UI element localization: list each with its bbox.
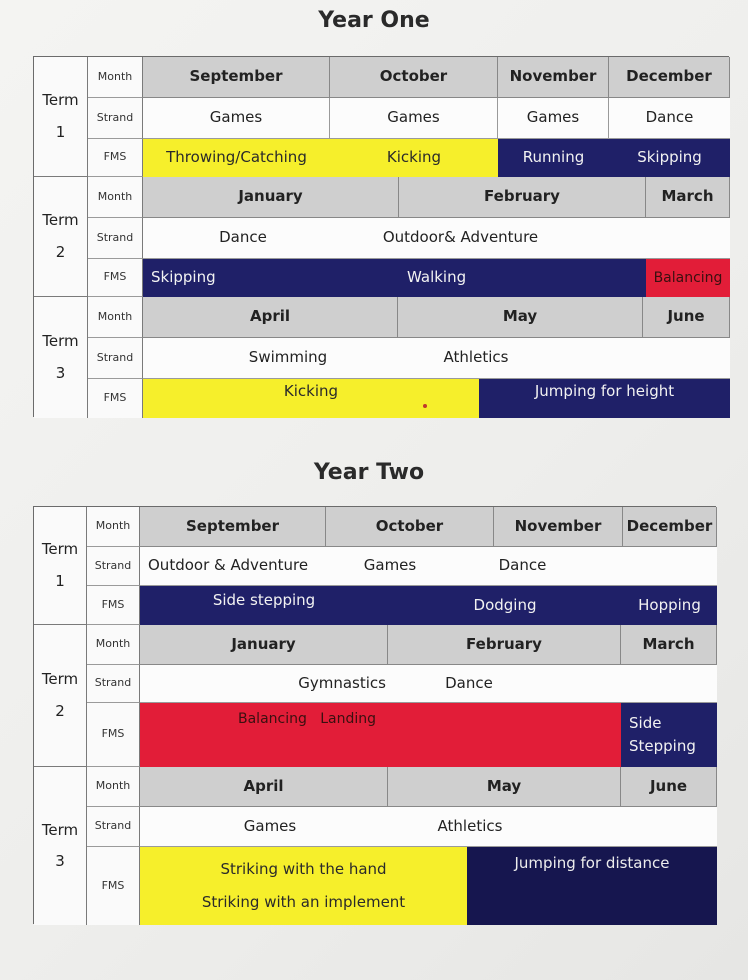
term-label: Term [42,332,79,351]
fms-row-label: FMS [88,139,143,177]
month-cell: October [330,57,498,98]
year-one-title: Year One [318,8,430,33]
month-cell: January [143,177,399,218]
strand-cell: Dance [609,98,730,139]
fms-text-line: Side [629,713,662,732]
fms-cell: Skipping [609,139,730,177]
month-cell: November [494,507,623,547]
strand-cell [519,338,730,379]
month-cell: December [623,507,717,547]
strand-cell: Athletics [433,338,519,379]
month-row-label: Month [87,625,140,665]
fms-cell: Balancing Landing [140,703,621,767]
fms-cell [621,703,717,767]
term-3-header [34,297,88,418]
strand-row-label: Strand [87,807,140,847]
term-label: Term [41,540,79,559]
month-cell: October [326,507,494,547]
strand-cell: Dance [143,218,343,259]
year-two-table [33,506,716,924]
fms-row-label: FMS [88,259,143,297]
year-two-title: Year Two [313,460,425,485]
pen-mark [423,404,427,408]
strand-cell [496,665,717,703]
month-row-label: Month [88,177,143,218]
fms-cell: Dodging [388,586,622,625]
term-number: 3 [55,852,65,870]
fms-text-line: Striking with the hand [220,859,387,878]
term-label: Term [41,670,79,689]
strand-cell: Games [143,98,330,139]
strand-row-label: Strand [87,547,140,586]
month-cell: November [498,57,609,98]
term-3-header [34,767,87,925]
fms-text-line: Striking with an implement [201,892,406,911]
month-cell: April [140,767,388,807]
term-label: Term [42,91,79,110]
fms-row-label: FMS [87,847,140,925]
month-cell: March [646,177,730,218]
month-cell: June [621,767,717,807]
month-cell: June [643,297,730,338]
strand-row-label: Strand [88,98,143,139]
month-cell: April [143,297,398,338]
term-number: 2 [55,242,66,261]
month-cell: January [140,625,388,665]
strand-cell: Gymnastics [140,665,496,703]
month-cell: September [143,57,330,98]
month-cell: May [398,297,643,338]
fms-cell: Throwing/Catching [143,139,330,177]
strand-cell: Games [330,98,498,139]
month-row-label: Month [88,57,143,98]
strand-cell [615,547,717,586]
strand-cell [540,807,717,847]
fms-cell: Kicking [330,139,498,177]
month-cell: September [140,507,326,547]
fms-cell: Jumping for height [479,379,730,418]
strand-cell: Dance [430,547,615,586]
month-cell: February [399,177,646,218]
term-number: 2 [55,701,65,720]
strand-cell: Athletics [400,807,540,847]
strand-cell: Outdoor & Adventure [140,547,350,586]
month-cell: February [388,625,621,665]
term-2-header [34,625,87,767]
fms-cell: Jumping for distance [467,847,717,925]
strand-row-label: Strand [87,665,140,703]
fms-cell [140,847,467,925]
strand-cell: Games [140,807,400,847]
term-1-header [34,507,87,625]
month-cell: December [609,57,730,98]
strand-cell: Games [350,547,430,586]
term-number: 1 [55,122,66,141]
term-2-header [34,177,88,297]
strand-cell: Dance [445,674,493,693]
strand-cell: Swimming [143,338,433,379]
strand-cell: Outdoor& Adventure [343,218,578,259]
fms-cell: Kicking [143,379,479,418]
strand-cell: Games [498,98,609,139]
month-row-label: Month [88,297,143,338]
fms-row-label: FMS [88,379,143,418]
fms-row-label: FMS [87,586,140,625]
fms-cell: Balancing [646,259,730,297]
strand-cell [578,218,730,259]
month-cell: May [388,767,621,807]
fms-cell: Hopping [622,586,717,625]
term-number: 3 [55,363,66,382]
term-1-header [34,57,88,177]
term-number: 1 [55,571,65,590]
fms-cell: Side stepping [140,586,388,625]
term-label: Term [42,211,79,230]
year-one-table [33,56,729,417]
month-row-label: Month [87,767,140,807]
fms-cell: Skipping [143,259,399,297]
fms-text-line: Stepping [629,737,696,755]
term-label: Term [41,820,79,839]
strand-row-label: Strand [88,218,143,259]
month-cell: March [621,625,717,665]
month-row-label: Month [87,507,140,547]
fms-cell: Running [498,139,609,177]
fms-cell: Walking [399,259,646,297]
strand-row-label: Strand [88,338,143,379]
fms-row-label: FMS [87,703,140,767]
